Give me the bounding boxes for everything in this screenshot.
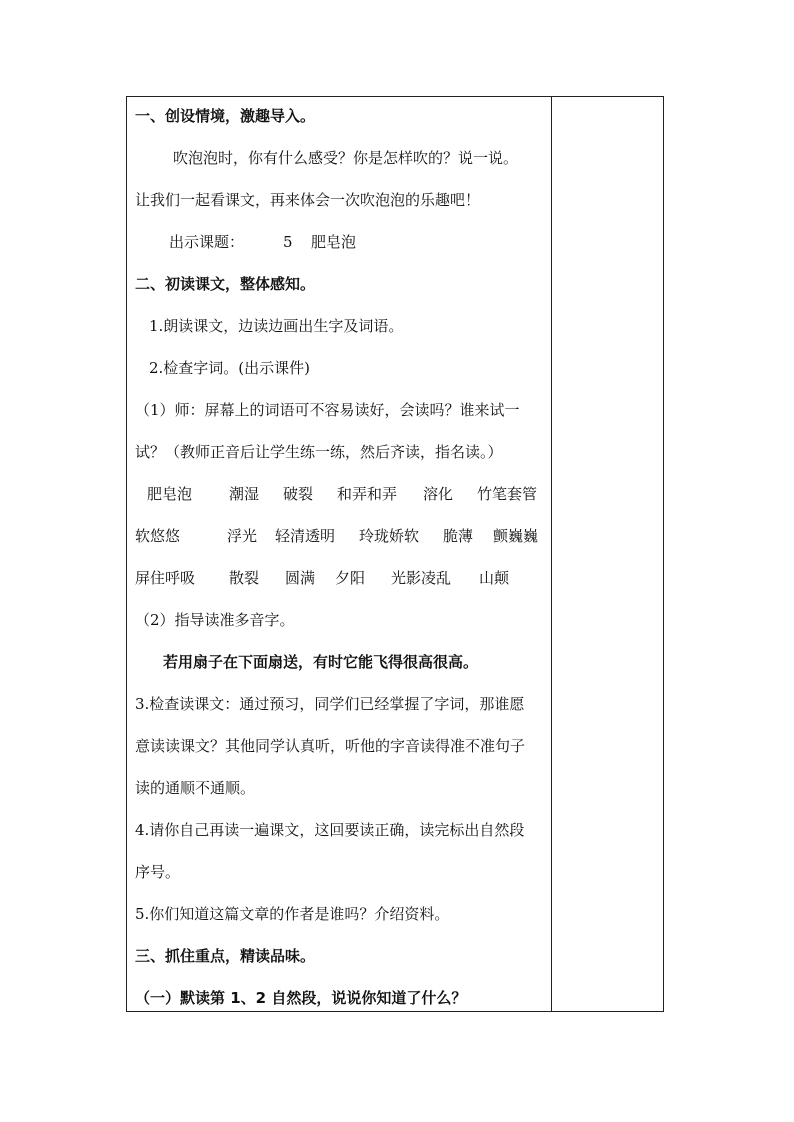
word: 光影凌乱 [391, 569, 452, 587]
word: 颤巍巍 [493, 527, 539, 545]
word: 和弄和弄 [337, 485, 398, 503]
polyphone-sentence: 若用扇子在下面扇送，有时它能飞得很高很高。 [163, 653, 479, 671]
word: 屏住呼吸 [135, 569, 196, 587]
word: 山颠 [479, 569, 510, 587]
word: 软悠悠 [135, 527, 181, 545]
section3-title: 三、抓住重点，精读品味。 [135, 947, 316, 965]
word: 潮湿 [229, 485, 260, 503]
sub-section-1: （一）默读第 1、2 自然段，说说你知道了什么？ [135, 989, 467, 1007]
word: 轻清透明 [275, 527, 336, 545]
step-4-line-1: 4.请你自己再读一遍课文，这回要读正确，读完标出自然段 [135, 821, 525, 839]
sub2: （2）指导读准多音字。 [135, 611, 295, 629]
step-3-line-1: 3.检查读课文：通过预习，同学们已经掌握了字词，那谁愿 [135, 695, 525, 713]
show-title-label: 出示课题： [169, 233, 245, 251]
word: 夕阳 [335, 569, 366, 587]
sub1-line-2: 试？（教师正音后让学生练一练，然后齐读，指名读。） [135, 443, 503, 461]
step-5: 5.你们知道这篇文章的作者是谁吗？介绍资料。 [135, 905, 450, 923]
step-4-line-2: 序号。 [135, 863, 181, 881]
word: 圆满 [285, 569, 316, 587]
intro-line-2: 让我们一起看课文，再来体会一次吹泡泡的乐趣吧！ [135, 191, 481, 209]
lesson-name: 肥皂泡 [311, 233, 357, 251]
word: 散裂 [229, 569, 260, 587]
intro-line-1: 吹泡泡时，你有什么感受？你是怎样吹的？说一说。 [173, 149, 519, 167]
word: 竹笔套管 [477, 485, 538, 503]
section2-title: 二、初读课文，整体感知。 [135, 275, 316, 293]
step-3-line-3: 读的通顺不通顺。 [135, 779, 256, 797]
step-3-line-2: 意读读课文？其他同学认真听，听他的字音读得准不准句子 [135, 737, 526, 755]
word: 破裂 [283, 485, 314, 503]
word: 溶化 [423, 485, 454, 503]
sub1-line-1: （1）师：屏幕上的词语可不容易读好，会读吗？谁来试一 [135, 401, 520, 419]
word: 玲珑娇软 [359, 527, 420, 545]
word: 脆薄 [443, 527, 474, 545]
lesson-number: 5 [283, 233, 293, 251]
step-2: 2.检查字词。(出示课件) [149, 359, 311, 377]
word: 浮光 [227, 527, 258, 545]
word: 肥皂泡 [147, 485, 193, 503]
table-column-divider [551, 96, 552, 1012]
section1-title: 一、创设情境，激趣导入。 [135, 107, 316, 125]
step-1: 1.朗读课文，边读边画出生字及词语。 [149, 317, 404, 335]
